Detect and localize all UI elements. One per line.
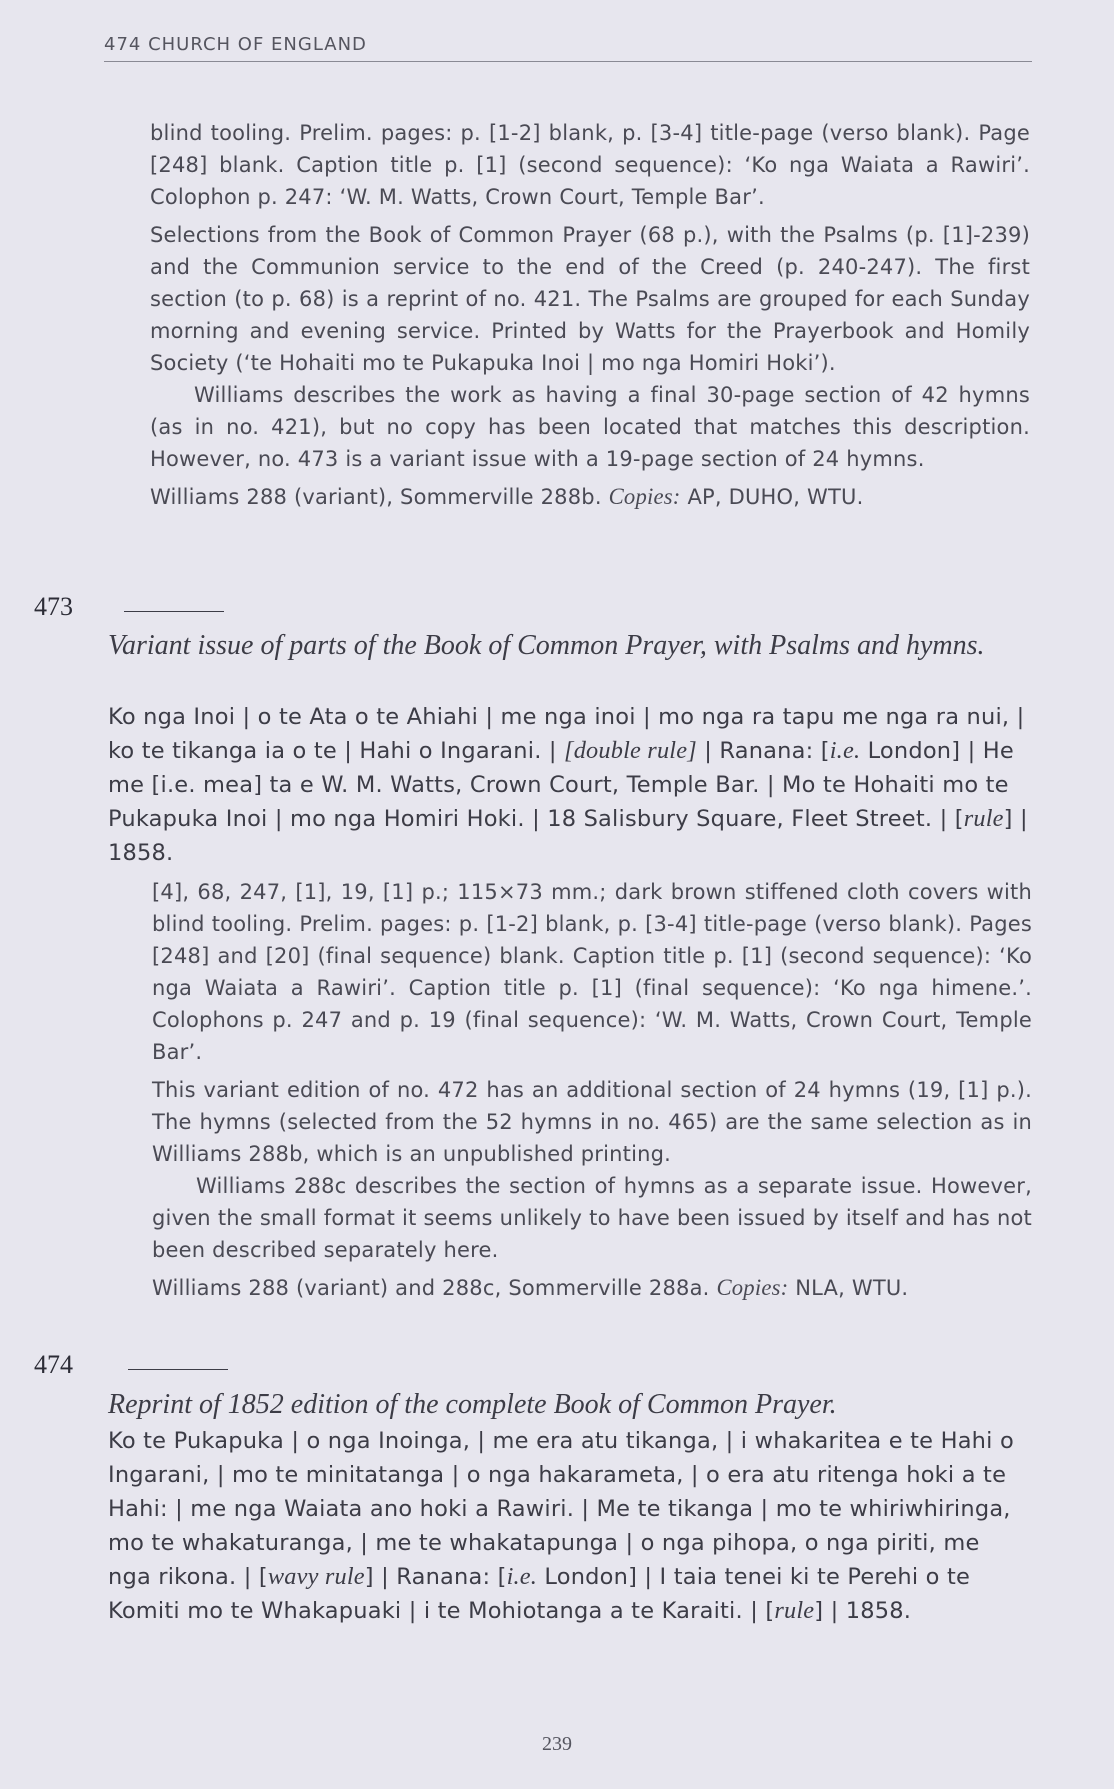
page-number: 239: [542, 1733, 572, 1755]
collation-continuation: blind tooling. Prelim. pages: p. [1-2] blank, p. [3-4] title-page (verso blank). Page [248] blank. Caption title p. [1] (second sequence): ‘Ko nga Waiata a Rawiri’. Colophon p. 247: ‘W. M. Watts, Crown Court, Temple Bar’.: [150, 121, 1030, 209]
references-line: [150, 481, 1030, 513]
title-ie-note: i.e.: [506, 1563, 538, 1590]
reference-text: Williams 288 (variant), Sommerville 288b.: [150, 485, 602, 509]
title-text: Ko nga Inoi | o te Ata o te Ahiahi | me nga inoi | mo nga ra tapu me nga ra nui, | ko te tikanga ia o te | Hahi o Ingarani. |: [108, 704, 1025, 764]
entry-473-heading: Variant issue of parts of the Book of Common Prayer, with Psalms and hymns.: [108, 630, 985, 661]
title-text: London] | He me [i.e. mea] ta e W. M. Watts, Crown Court, Temple Bar. | Mo te Hohaiti mo te Pukapuka Inoi | mo nga Homiri Hoki. | 18 Salisbury Square, Fleet Street. | [: [108, 738, 1014, 832]
description-paragraph: This variant edition of no. 472 has an additional section of 24 hymns (19, [1] p.). The hymns (selected from the 52 hymns in no. 465) are the same selection as in Williams 288b, which is an unpublished printing.: [152, 1078, 1032, 1166]
title-rule-note: rule: [774, 1597, 815, 1624]
running-head: 474 CHURCH OF ENGLAND: [104, 34, 1032, 62]
entry-number-473: 473: [34, 592, 73, 621]
title-text: ] | 1858.: [108, 806, 1028, 866]
copies-list: NLA, WTU.: [795, 1276, 909, 1300]
entry-474-title-transcription: [108, 1424, 1028, 1628]
references-line: [152, 1272, 1032, 1304]
title-text: London] | I taia tenei ki te Perehi o te Komiti mo te Whakapuaki | i te Mohiotanga a te Karaiti. | [: [108, 1564, 971, 1624]
entry-473-title-transcription: [108, 700, 1028, 870]
entry-rule-473: [124, 611, 224, 612]
copies-label: Copies:: [608, 484, 681, 509]
note-paragraph: Williams 288c describes the section of hymns as a separate issue. However, given the small format it seems unlikely to have been issued by itself and has not been described separately here.: [152, 1174, 1032, 1262]
collation-paragraph: [4], 68, 247, [1], 19, [1] p.; 115×73 mm.; dark brown stiffened cloth covers with blind tooling. Prelim. pages: p. [1-2] blank, p. [3-4] title-page (verso blank). Pages [248] and [20] (final sequence) blank. Caption title p. [1] (second sequence): ‘Ko nga Waiata a Rawiri’. Caption title p. [1] (final sequence): ‘Ko nga himene.’. Colophons p. 247 and p. 19 (final sequence): ‘W. M. Watts, Crown Court, Temple Bar’.: [152, 880, 1032, 1064]
entry-472-continuation: [150, 117, 1030, 513]
title-text: ] | 1858.: [814, 1598, 912, 1624]
entry-rule-474: [128, 1369, 228, 1370]
title-rule-note: [double rule]: [564, 737, 697, 764]
title-ie-note: i.e.: [829, 737, 861, 764]
title-rule-note: wavy rule: [267, 1563, 365, 1590]
copies-label: Copies:: [716, 1275, 789, 1300]
copies-list: AP, DUHO, WTU.: [687, 485, 864, 509]
title-rule-note: rule: [963, 805, 1004, 832]
entry-number-474: 474: [34, 1350, 73, 1379]
reference-text: Williams 288 (variant) and 288c, Sommerville 288a.: [152, 1276, 710, 1300]
description-paragraph: Selections from the Book of Common Prayer (68 p.), with the Psalms (p. [1]-239) and the Communion service to the end of the Creed (p. 240-247). The first section (to p. 68) is a reprint of no. 421. The Psalms are grouped for each Sunday morning and evening service. Printed by Watts for the Prayerbook and Homily Society (‘te Hohaiti mo te Pukapuka Inoi | mo nga Homiri Hoki’).: [150, 223, 1030, 375]
title-text: Ko te Pukapuka | o nga Inoinga, | me era atu tikanga, | i whakaritea e te Hahi o Ingarani, | mo te minitatanga | o nga hakarameta, | o era atu ritenga hoki a te Hahi: | me nga Waiata ano hoki a Rawiri. | Me te tikanga | mo te whiriwhiringa, mo te whakaturanga, | me te whakatapunga | o nga pihopa, o nga piriti, me nga rikona. | [: [108, 1428, 1014, 1590]
entry-473-body: [152, 876, 1032, 1304]
entry-474-heading: Reprint of 1852 edition of the complete Book of Common Prayer.: [108, 1389, 837, 1420]
title-text: ] | Ranana: [: [364, 1564, 507, 1590]
note-paragraph: Williams describes the work as having a final 30-page section of 42 hymns (as in no. 421), but no copy has been located that matches this description. However, no. 473 is a variant issue with a 19-page section of 24 hymns.: [150, 383, 1030, 471]
title-text: | Ranana: [: [696, 738, 830, 764]
